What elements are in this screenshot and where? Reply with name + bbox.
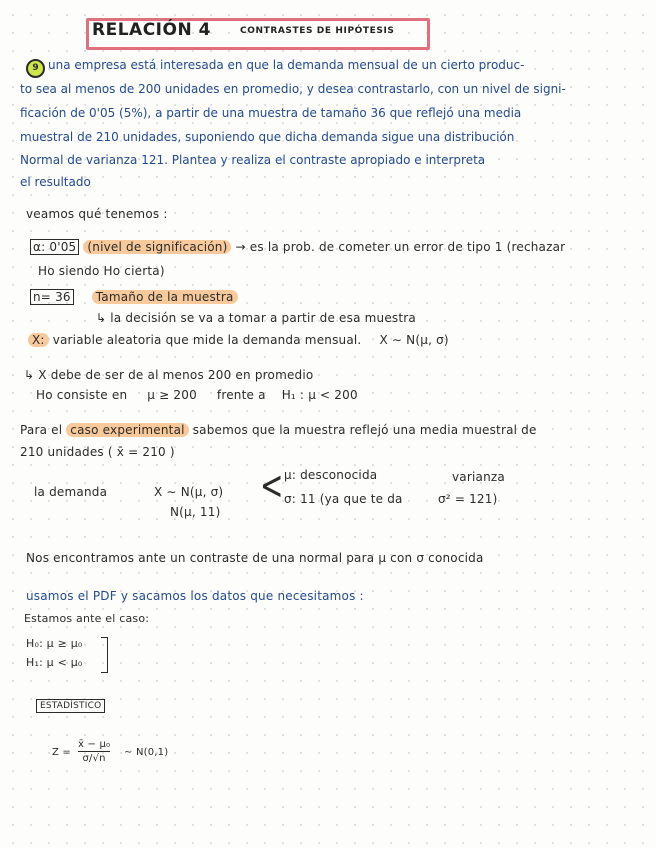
problem-number-badge: 9 — [26, 59, 45, 78]
x-highlight: X: — [28, 333, 49, 347]
problem-line-6: el resultado — [20, 175, 91, 189]
experimental-highlight: caso experimental — [66, 423, 188, 437]
mean-h1: H₁ : μ < 200 — [281, 388, 358, 402]
alpha-box: α: 0'05 — [30, 239, 79, 255]
z-fraction — [78, 739, 110, 764]
alpha-highlight: (nivel de significación) — [83, 240, 231, 254]
mean-line-2 — [36, 388, 358, 402]
x-line — [28, 333, 449, 347]
page-title: RELACIÓN 4 — [92, 20, 211, 40]
z-numerator: x̄ − μ₀ — [78, 739, 111, 750]
brace-symbol: < — [260, 463, 284, 509]
demand-sigma-2: σ² = 121) — [438, 492, 498, 506]
n-line — [30, 290, 238, 304]
problem-line-5: Normal de varianza 121. Plantea y realiza el contraste apropiado e interpreta — [20, 153, 486, 167]
n-box: n= 36 — [30, 289, 74, 305]
x-description: variable aleatoria que mide la demanda mensual. — [52, 333, 362, 347]
z-distribution: ∼ N(0,1) — [124, 747, 169, 758]
n-description: ↳ la decisión se va a tomar a partir de esa muestra — [96, 311, 416, 325]
z-denominator: σ/√n — [82, 753, 106, 764]
alpha-line — [30, 240, 565, 254]
experimental-line-2: 210 unidades ( x̄ = 210 ) — [20, 445, 175, 459]
null-hypothesis: H₀: μ ≥ μ₀ — [26, 637, 83, 650]
problem-line-4: muestral de 210 unidades, suponiendo que dicha demanda sigue una distribución — [20, 130, 515, 144]
mean-h0: μ ≥ 200 — [147, 388, 197, 402]
alt-hypothesis: H₁: μ < μ₀ — [26, 656, 83, 669]
intro-line: veamos qué tenemos : — [26, 207, 168, 221]
mean-versus: frente a — [216, 388, 266, 402]
n-highlight: Tamaño de la muestra — [92, 290, 238, 304]
case-line: Estamos ante el caso: — [24, 612, 150, 625]
z-label: Z = — [52, 747, 72, 758]
mean-h0-intro: Ho consiste en — [36, 388, 128, 402]
demand-variance: varianza — [452, 470, 505, 484]
demand-label: la demanda — [34, 485, 108, 499]
demand-distribution-2: N(μ, 11) — [170, 505, 221, 519]
problem-line-1: una empresa está interesada en que la demanda mensual de un cierto produc- — [48, 58, 525, 72]
problem-line-3: ficación de 0'05 (5%), a partir de una muestra de tamaño 36 que reflejó una media — [20, 106, 522, 120]
x-distribution: X ∼ N(μ, σ) — [379, 333, 449, 347]
experimental-pre: Para el — [20, 423, 63, 437]
statistic-label: ESTADÍSTICO — [36, 699, 105, 713]
mean-line-1: ↳ X debe de ser de al menos 200 en promedio — [24, 368, 314, 382]
pdf-line: usamos el PDF y sacamos los datos que necesitamos : — [26, 589, 364, 603]
demand-sigma: σ: 11 (ya que te da — [284, 492, 403, 506]
conclusion-line: Nos encontramos ante un contraste de una normal para μ con σ conocida — [26, 551, 484, 565]
experimental-line — [20, 423, 537, 437]
alpha-line-2: Ho siendo Ho cierta) — [38, 264, 165, 278]
demand-mu: μ: desconocida — [284, 468, 378, 482]
demand-distribution: X ∼ N(μ, σ) — [154, 485, 224, 499]
experimental-rest: sabemos que la muestra reflejó una media muestral de — [192, 423, 537, 437]
fraction-bar — [78, 751, 110, 752]
problem-line-2: to sea al menos de 200 unidades en promedio, y desea contrastarlo, con un nivel de signi- — [20, 82, 566, 96]
page-subtitle: CONTRASTES DE HIPÓTESIS — [240, 26, 395, 36]
hypothesis-bracket — [101, 637, 108, 673]
alpha-description: → es la prob. de cometer un error de tipo 1 (rechazar — [235, 240, 566, 254]
